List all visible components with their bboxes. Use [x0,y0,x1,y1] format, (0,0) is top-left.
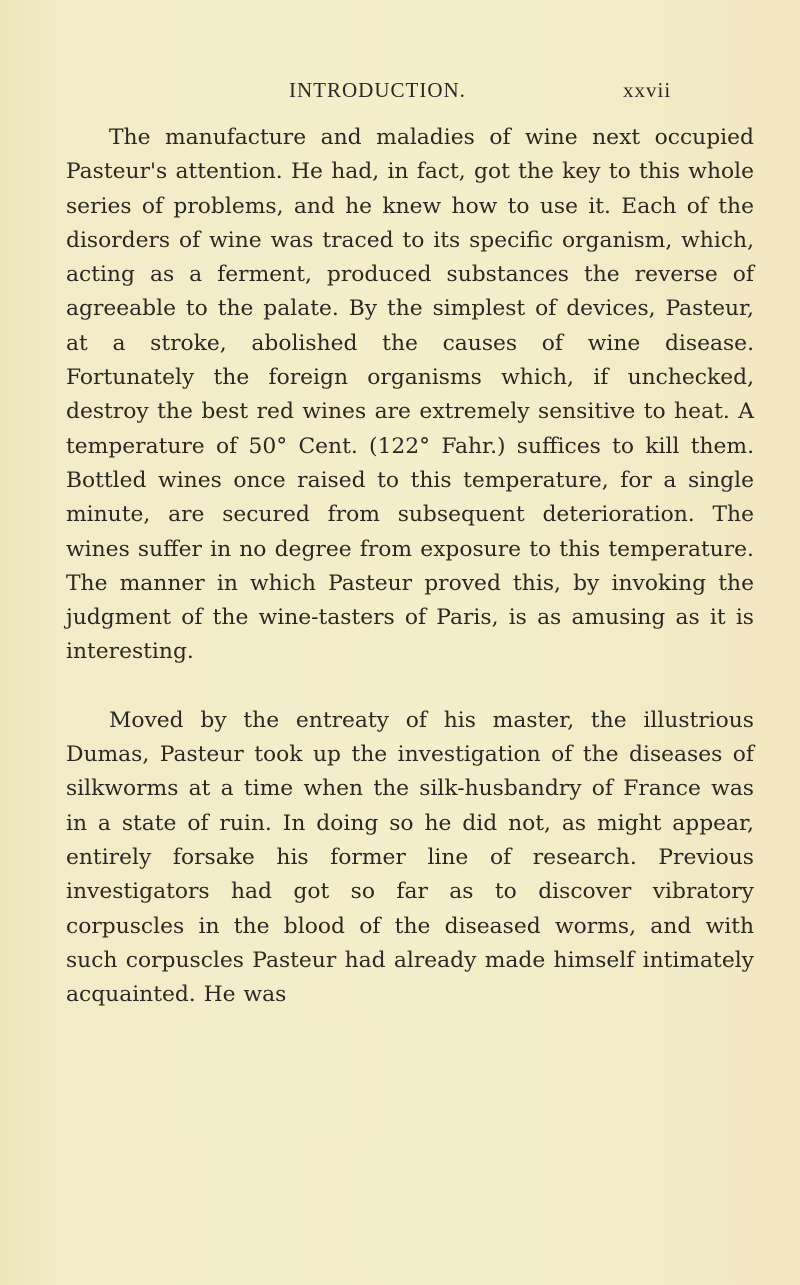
running-title: INTRODUCTION. [289,78,466,102]
page-number: xxvii [623,78,672,102]
body-text [66,121,754,1012]
paragraph-wine-maladies: The manufacture and maladies of wine next occupied Pasteur's attention. He had, in fact, got the key to this whole series of problems, and he knew how to use it. Each of the disorders of wine was traced to its specific organism, which, acting as a ferment, produced substances the reverse of agreeable to the palate. By the simplest of devices, Pasteur, at a stroke, abolished the causes of wine disease. Fortunately the foreign organisms which, if unchecked, destroy the best red wines are extremely sensitive to heat. A temperature of 50° Cent. (122° Fahr.) suffices to kill them. Bottled wines once raised to this temperature, for a single minute, are secured from subsequent deterioration. The wines suffer in no degree from exposure to this temperature. The manner in which Pasteur proved this, by invoking the judgment of the wine-tasters of Paris, is as amusing as it is interesting. [66,125,754,665]
paragraph-silkworm-diseases: Moved by the entreaty of his master, the illustrious Dumas, Pasteur took up the investigation of the diseases of silkworms at a time when the silk-husbandry of France was in a state of ruin. In doing so he did not, as might appear, entirely forsake his former line of research. Previous investigators had got so far as to discover vibratory corpuscles in the blood of the diseased worms, and with such corpuscles Pasteur had already made himself intimately acquainted. He was [66,707,754,1008]
running-header [0,78,800,108]
